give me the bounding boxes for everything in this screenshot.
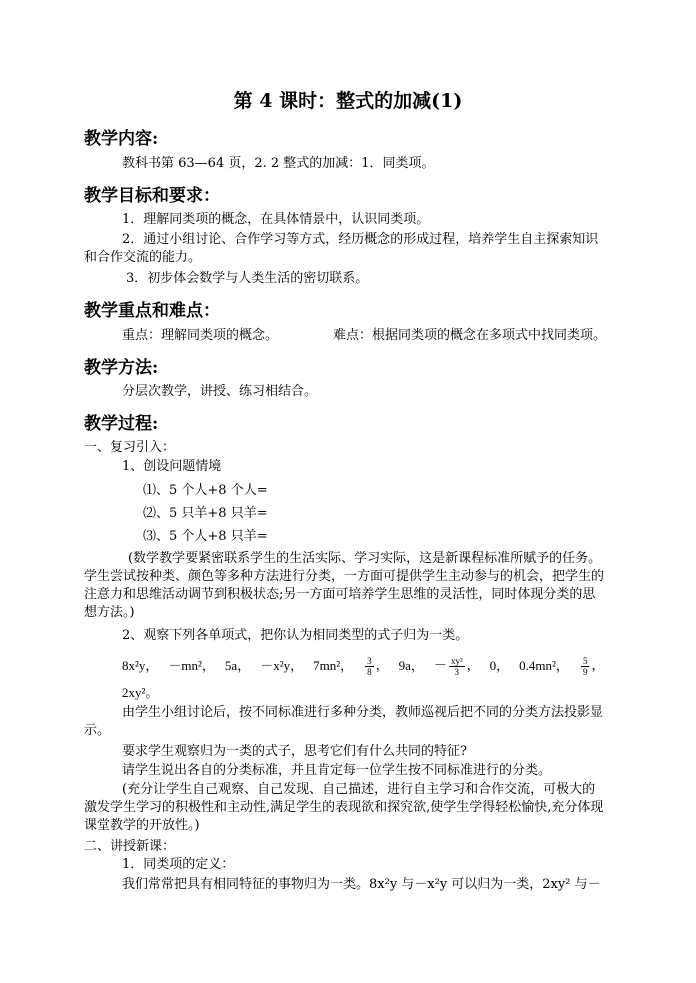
monomial-fraction-term xyxy=(363,656,389,677)
teaching-note-2: (充分让学生自己观察、自己发现、自己描述，进行自主学习和合作交流，可极大的激发学生学习的积极性和主动性,满足学生的表现欲和探究欲,使学生学得轻松愉快,充分体现课堂教学的开放性。) xyxy=(84,782,604,833)
monomial-term: 5a， xyxy=(224,658,251,673)
monomial-fraction-term xyxy=(579,656,605,677)
group-discussion-text: 由学生小组讨论后，按不同标准进行多种分类，教师巡视后把不同的分类方法投影显示。 xyxy=(84,705,604,738)
new-lesson-title: 二、讲授新课： xyxy=(84,839,176,854)
step1-title: 1、创设问题情境 xyxy=(122,459,222,474)
goal-item-1: 1．理解同类项的概念，在具体情景中，认识同类项。 xyxy=(122,212,430,227)
fraction-numerator: xy² xyxy=(450,655,463,666)
monomial-term: 7mn²， xyxy=(313,658,354,673)
observe-question-text: 要求学生观察归为一类的式子，思考它们有什么共同的特征? xyxy=(122,744,467,759)
goal-item-2: 2．通过小组讨论、合作学习等方式，经历概念的形成过程，培养学生自主探索知识和合作交流的能力。 xyxy=(84,232,599,265)
fraction-denominator: 9 xyxy=(582,666,588,677)
fraction xyxy=(581,656,590,677)
step2-title: 2、观察下列各单项式，把你认为相同类型的式子归为一类。 xyxy=(122,628,469,643)
fraction-numerator: 5 xyxy=(582,655,588,666)
review-title: 一、复习引入： xyxy=(84,440,176,455)
monomial-term: 0.4mn²， xyxy=(519,658,569,673)
definition-text: 我们常常把具有相同特征的事物归为一类。8x²y 与－x²y 可以归为一类，2xy² 与－ xyxy=(122,877,601,892)
monomial-term: －mn²， xyxy=(168,658,215,673)
heading-process: 教学过程: xyxy=(84,414,159,434)
minus-sign: － xyxy=(433,656,447,672)
method-text: 分层次教学，讲授、练习相结合。 xyxy=(122,384,318,399)
fraction xyxy=(449,656,465,677)
teaching-content-text: 教科书第 63—64 页，2. 2 整式的加减：1．同类项。 xyxy=(122,156,435,171)
question-1: ⑴、5 个人+8 个人= xyxy=(143,483,268,498)
fraction-denominator: 8 xyxy=(367,666,372,677)
heading-key-points: 教学重点和难点： xyxy=(84,301,220,321)
key-point-text: 重点：理解同类项的概念。 xyxy=(122,328,279,343)
teaching-note-1: (数学教学要紧密联系学生的生活实际、学习实际，这是新课程标准所赋予的任务。学生尝试按种类、颜色等多种方法进行分类，一方面可提供学生主动参与的机会，把学生的注意力和思维活动调节到积极状态;另一方面可培养学生思维的灵活性，同时体现分类的思想方法。) xyxy=(84,551,605,620)
monomial-list xyxy=(122,652,604,680)
fraction xyxy=(365,656,374,677)
explain-standards-text: 请学生说出各自的分类标准，并且肯定每一位学生按不同标准进行的分类。 xyxy=(122,763,552,778)
monomial-term: －x²y， xyxy=(260,658,304,673)
definition-title: 1．同类项的定义： xyxy=(122,857,235,872)
fraction-denominator: 3 xyxy=(454,666,460,677)
monomial-term: 8x²y， xyxy=(122,658,159,673)
monomial-fraction-term xyxy=(434,656,480,677)
monomial-term: 9a， xyxy=(398,658,424,673)
heading-goals: 教学目标和要求： xyxy=(84,186,220,206)
goal-item-3: 3．初步体会数学与人类生活的密切联系。 xyxy=(126,271,369,286)
fraction-numerator: 3 xyxy=(367,655,372,666)
comma: ， xyxy=(375,656,389,672)
comma: ， xyxy=(591,656,605,672)
heading-teaching-content: 教学内容: xyxy=(84,129,159,149)
heading-method: 教学方法: xyxy=(84,358,159,378)
page-title: 第 4 课时：整式的加减(1) xyxy=(233,90,463,112)
question-2: ⑵、5 只羊+8 只羊= xyxy=(143,506,268,521)
monomial-term: 0， xyxy=(489,658,510,673)
question-3: ⑶、5 个人+8 只羊= xyxy=(143,529,268,544)
monomial-last-term: 2xy²。 xyxy=(122,685,159,700)
difficulty-text: 难点：根据同类项的概念在多项式中找同类项。 xyxy=(333,328,607,343)
comma: ， xyxy=(466,656,480,672)
